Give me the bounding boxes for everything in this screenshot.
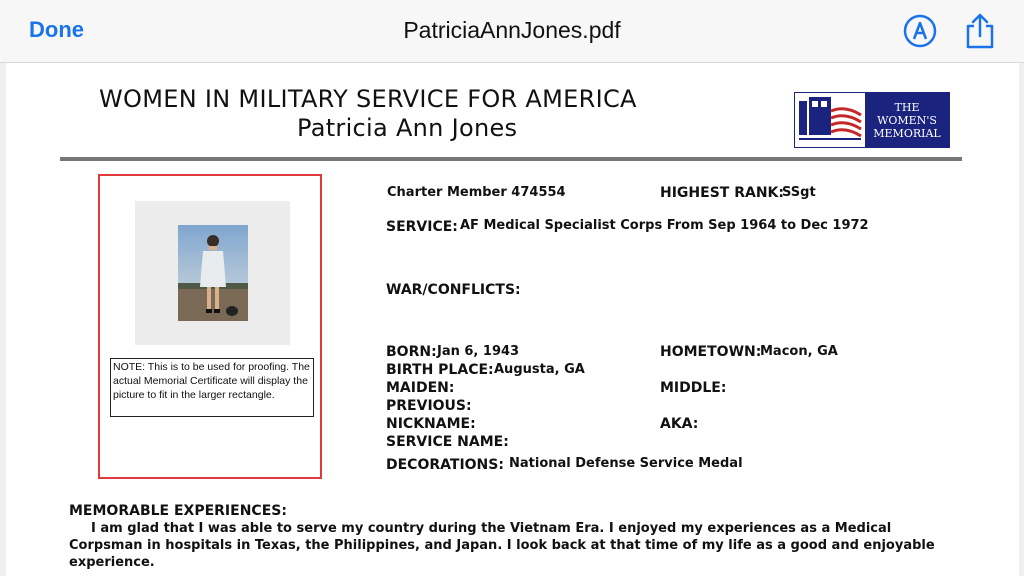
share-icon[interactable] <box>963 12 997 50</box>
memorial-logo-text <box>865 93 949 147</box>
middle-label: MIDDLE: <box>660 380 727 396</box>
memorable-experiences-label: MEMORABLE EXPERIENCES: <box>69 503 287 519</box>
womens-memorial-logo <box>794 92 950 148</box>
birth-place-value: Augusta, GA <box>494 362 585 377</box>
logo-text-line: WOMEN'S <box>877 114 937 127</box>
highest-rank-label: HIGHEST RANK: <box>660 185 784 201</box>
service-name-label: SERVICE NAME: <box>386 434 509 450</box>
birth-place-label: BIRTH PLACE: <box>386 362 494 378</box>
proofing-note: NOTE: This is to be used for proofing. The actual Memorial Certificate will display the picture to fit in the larger rectangle. <box>110 358 314 417</box>
maiden-label: MAIDEN: <box>386 380 455 396</box>
document-title: PatriciaAnnJones.pdf <box>403 17 621 43</box>
born-value: Jan 6, 1943 <box>437 344 520 359</box>
decorations-label: DECORATIONS: <box>386 457 504 473</box>
memorable-experiences-text: I am glad that I was able to serve my country during the Vietnam Era. I enjoyed my experiences as a Medical Corpsman in hospitals in Texas, the Philippines, and Japan. I look back at that time of my life as a good and enjoyable experience. <box>69 521 935 570</box>
logo-text-line: THE <box>894 101 920 114</box>
aka-label: AKA: <box>660 416 699 432</box>
highest-rank-value: SSgt <box>782 185 816 200</box>
war-conflicts-label: WAR/CONFLICTS: <box>386 282 521 298</box>
navigation-bar <box>0 0 1024 63</box>
markup-pen-icon[interactable] <box>903 14 937 48</box>
born-label: BORN: <box>386 344 437 360</box>
charter-member-number: Charter Member 474554 <box>387 185 566 200</box>
member-name: Patricia Ann Jones <box>297 114 518 142</box>
hometown-label: HOMETOWN: <box>660 344 762 360</box>
member-photo <box>178 225 248 321</box>
service-value: AF Medical Specialist Corps From Sep 1964 to Dec 1972 <box>460 218 869 233</box>
header-divider <box>60 157 962 161</box>
service-label: SERVICE: <box>386 219 458 235</box>
hometown-value: Macon, GA <box>760 344 838 359</box>
nickname-label: NICKNAME: <box>386 416 476 432</box>
document-heading: WOMEN IN MILITARY SERVICE FOR AMERICA <box>99 85 637 113</box>
logo-text-line: MEMORIAL <box>873 127 941 140</box>
previous-label: PREVIOUS: <box>386 398 472 414</box>
decorations-value: National Defense Service Medal <box>509 456 743 471</box>
done-button[interactable]: Done <box>29 17 84 42</box>
memorial-emblem-icon <box>795 93 865 147</box>
